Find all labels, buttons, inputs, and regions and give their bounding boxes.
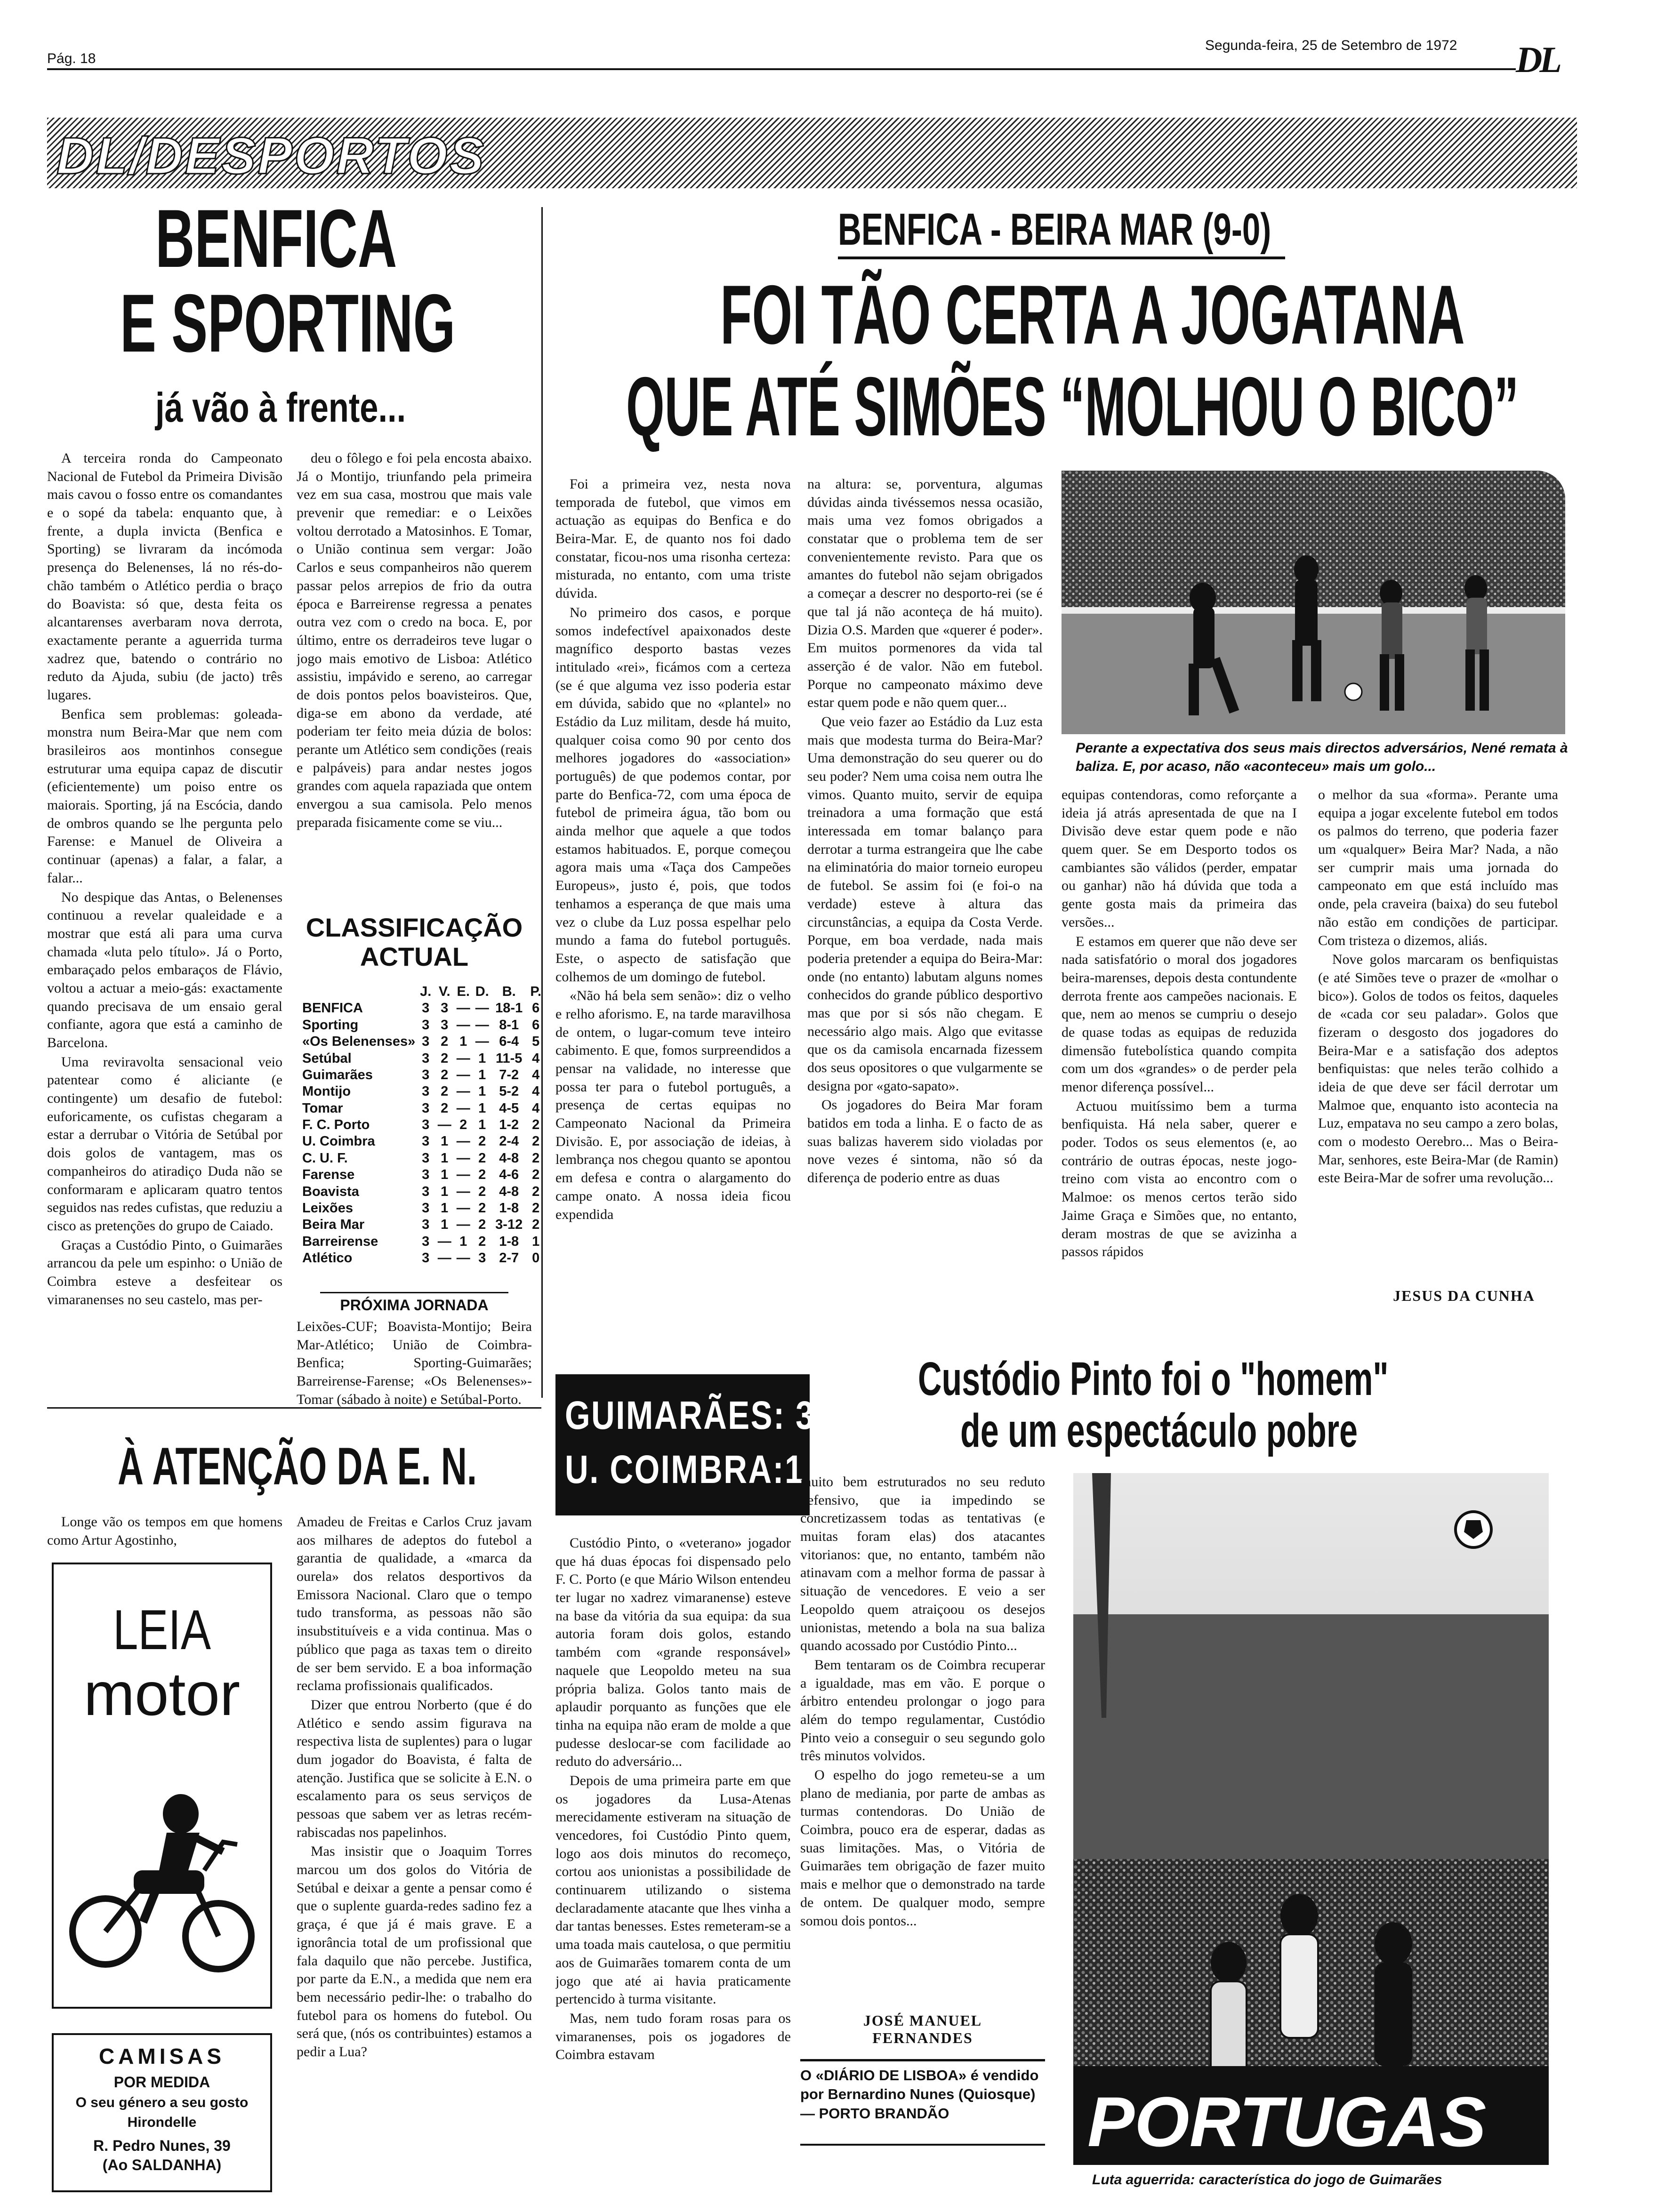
guimaraes-photo-caption: Luta aguerrida: característica do jogo de Guimarães: [1092, 2172, 1442, 2188]
stat-d: 1: [478, 1067, 486, 1082]
stat-p: 2: [532, 1134, 540, 1149]
notice-rule-bottom: [800, 2144, 1045, 2146]
col-header: E.: [457, 984, 470, 999]
team-name: Guimarães: [302, 1067, 373, 1082]
stat-b: 4-8: [499, 1184, 519, 1199]
stat-b: 18-1: [495, 1001, 523, 1016]
stat-p: 1: [532, 1234, 540, 1249]
standings-row: [301, 1050, 545, 1067]
stat-p: 4: [532, 1084, 540, 1099]
atencao-col2: [297, 1513, 532, 2200]
col-header: B.: [502, 984, 516, 999]
stat-e: —: [456, 1001, 470, 1016]
main-headline-wrap1: [720, 268, 1657, 361]
standings-title-line2: ACTUAL: [360, 941, 469, 971]
standings-row: [301, 1150, 545, 1167]
newspaper-logo: DL: [1516, 39, 1559, 80]
stat-v: —: [437, 1117, 451, 1132]
col-header: J.: [420, 984, 432, 999]
paragraph: Mas, nem tudo foram rosas para os vimaranenses, pois os jogadores de Coimbra estavam: [555, 2010, 791, 2063]
stat-d: 2: [478, 1184, 486, 1199]
stat-v: 1: [441, 1167, 449, 1183]
standings-row: [301, 1200, 545, 1217]
stat-v: 3: [441, 1001, 449, 1016]
left-headline-wrap: [155, 193, 438, 285]
paragraph: Amadeu de Freitas e Carlos Cruz javam aos milhares de adeptos do futebol a garantia de qualidade, a «marca da ourela» dos relatos desportivos da Emissora Nacional. Claro que o tempo tudo transforma, as pessoas não são insubstituíveis e a vida continua. Mas o público que paga as taxas tem o direito de ser bem servido. E a boa informação reclama profissionais qualificados.: [297, 1514, 532, 1694]
stat-v: 2: [441, 1100, 449, 1116]
atencao-title-wrap: [118, 1437, 541, 1501]
standings-row: [301, 1234, 545, 1250]
stat-d: 1: [478, 1050, 486, 1066]
stat-p: 4: [532, 1067, 540, 1082]
paragraph: Bem tentaram os de Coimbra recuperar a igualdade, mas em vão. E porque o árbitro entendeu prolongar o jogo para além do tempo regulamentar, Custódio Pinto veio a conseguir o seu segundo golo três minutos volvidos.: [800, 1657, 1045, 1764]
stat-j: 3: [422, 1184, 430, 1199]
team-name: «Os Belenenses»: [302, 1034, 416, 1050]
paragraph: O espelho do jogo remeteu-se a um plano de mediania, por parte de ambas as turmas contendoras. Do União de Coimbra, pouco era de esperar, dadas as suas limitações. Mas, o Vitória de Guimarães tem obrigação de fazer muito mais e melhor que o demonstrado na tarde de ontem. De qualquer modo, sempre somou dois pontos...: [800, 1767, 1045, 1929]
stat-j: 3: [422, 1034, 430, 1050]
paragraph: na altura: se, porventura, algumas dúvidas ainda tivéssemos nessa ocasião, mais uma vez fomos obrigados a constatar que o problema tem de ser convenientemente revisto. Para que os amantes do futebol não sejam obrigados a começar a descrer no desporto-rei (se é que tal já não aconteça de há muito). Dizia O.S. Marden que «querer é poder». Em muitos pormenores da vida tal asserção é de valor. Não em futebol. Porque no campeonato máximo deve estar quem pode e não quem quer...: [807, 476, 1043, 711]
paragraph: No despique das Antas, o Belenenses continuou a revelar qualeidade e a mostrar que está ali para uma curva chamada «luta pelo título». Já o Porto, embaraçado pelos embaraços de Flávio, voltou a actuar a meio-gás: exactamente quando precisava de um ensaio geral confiante, agora que está a caminho de Barcelona.: [47, 889, 282, 1050]
stat-b: 2-4: [499, 1134, 519, 1149]
col-header: P.: [530, 984, 542, 999]
stat-e: —: [456, 1200, 470, 1216]
atencao-col1: Longe vão os tempos em que homens como Artur Agostinho,: [47, 1514, 282, 1548]
motorcycle-icon: [63, 1762, 261, 1979]
stat-e: 1: [459, 1034, 467, 1050]
paragraph: No primeiro dos casos, e porque somos indefectível apaixonados deste magnífico desporto bastas vezes intitulado «rei», ficámos com a certeza (se é que alguma vez isso poderia estar em dúvida, sabido que no «plantel» no Estádio da Luz militam, desde há muito, qualquer coisa como 90 por cento dos melhores jogadores do «association» português) de que podemos contar, por parte do Benfica-72, com uma época de futebol de primeira água, tão bom ou ainda melhor que aquele a que todos estamos habituados. E, porque começou agora mais uma «Taça dos Campeões Europeus», justo é, pois, que todos tenhamos a esperança de que mais uma vez o clube da Luz possa espelhar pelo mundo a fama do futebol português. Este, o aspecto de satisfação que colhemos de um domingo de futebol.: [555, 604, 791, 985]
team-name: Barreirense: [302, 1234, 378, 1249]
stat-b: 1-2: [499, 1117, 519, 1132]
paragraph: o melhor da sua «forma». Perante uma equipa a jogar excelente futebol em todos os palmos do terreno, que poderia fazer um «qualquer» Beira Mar? Nada, a não ser cumprir mais uma jornada do campeonato em que está incluído mas onde, pela craveira (baixa) do seu futebol não estão em condições de participar. Com tristeza o dizemos, aliás.: [1318, 787, 1558, 948]
stat-v: 1: [441, 1184, 449, 1199]
gui-headline-wrap1: [918, 1355, 1577, 1407]
score-line1: GUIMARÃES: 3: [565, 1393, 815, 1437]
section-banner: [47, 118, 1577, 188]
ad-motor-line2: motor: [83, 1659, 241, 1728]
stat-e: 2: [459, 1117, 467, 1132]
ad-motor[interactable]: [52, 1563, 272, 2009]
stat-j: 3: [422, 1167, 430, 1183]
stat-e: —: [456, 1100, 470, 1116]
paragraph: Mas insistir que o Joaquim Torres marcou um dos golos do Vitória de Setúbal e deixar a gente a pensar como é que o suplente guarda-redes sadino fez a graça, é que já é mais grave. E a ignorância total de um profissional que fala daquilo que não percebe. Justifica, por parte da E.N., a medida que nem era bem necessário pedir-lhe: o trabalho do futebol para os homens do futebol. Ou será que, (nós os contribuintes) estamos a pedir a Lua?: [297, 1843, 532, 2060]
gui-headline-line2: de um espectáculo pobre: [960, 1404, 1358, 1457]
left-story-col1: [47, 449, 282, 1405]
stat-b: 6-4: [499, 1034, 519, 1050]
stat-d: 2: [478, 1217, 486, 1233]
stat-j: 3: [422, 1200, 430, 1216]
main-kicker-wrap: [838, 204, 1450, 255]
issue-date: Segunda-feira, 25 de Setembro de 1972: [1205, 38, 1457, 53]
ad-camisas-line4: R. Pedro Nunes, 39: [93, 2137, 231, 2154]
stat-p: 2: [532, 1184, 540, 1199]
main-headline-wrap2: [626, 360, 1657, 453]
ad-camisas-line5: (Ao SALDANHA): [102, 2156, 222, 2173]
standings-row: [301, 1017, 545, 1034]
paragraph: Nove golos marcaram os benfiquistas (e até Simões teve o prazer de «molhar o bico»). Golos de todos os feitos, daqueles de «cada cor seu paladar». Golos que fizeram o desgosto dos jogadores do Beira-Mar e a satisfação dos adeptos benfiquistas: que neles terão colhido a ideia de que deve ser fácil derrotar um Malmoe que, enquanto isto acontecia na Luz, empatava no seu campo a zero bolas, com o modesto Oerebro... Mas o Beira-Mar, senhores, este Beira-Mar (de Ramin) este Beira-Mar de sofrer uma revolução...: [1318, 952, 1558, 1186]
paragraph: Dizer que entrou Norberto (que é do Atlético e sendo assim figurava na respectiva lista de suplentes) para o lugar dum jogador do Boavista, é falta de atenção. Justifica que se solicite à E.N. o escalamento para os seus serviços de pessoas que sabem ver as letras recém-rabiscadas nos papelinhos.: [297, 1697, 532, 1840]
team-name: Beira Mar: [302, 1217, 365, 1233]
stat-e: —: [456, 1167, 470, 1183]
stat-d: 2: [478, 1134, 486, 1149]
stat-j: 3: [422, 1117, 430, 1132]
stat-j: 3: [422, 1100, 430, 1116]
paragraph: Depois de uma primeira parte em que os jogadores da Lusa-Atenas merecidamente estiveram na situação de vencedores, foi Custódio Pinto quem, logo aos dois minutos do recomeço, cortou aos unionistas a possibilidade de continuarem utilizando o sistema declaradamente atacante que lhes vinha a dar tantas benesses. Estes remeteram-se a uma toada mais cautelosa, o que permitiu aos de Guimarães tomarem conta de um jogo que até ai havia praticamente pertencido à turma visitante.: [555, 1772, 791, 2007]
stat-p: 2: [532, 1150, 540, 1166]
stat-b: 4-5: [499, 1100, 519, 1116]
distribution-notice: O «DIÁRIO DE LISBOA» é vendido por Bernardino Nunes (Quiosque) — PORTO BRANDÃO: [800, 2067, 1039, 2122]
team-name: Atlético: [302, 1250, 353, 1266]
col-header: V.: [438, 984, 450, 999]
section-banner-title: DL/DESPORTOS: [56, 127, 486, 185]
page-number: Pág. 18: [47, 51, 96, 66]
stat-j: 3: [422, 1134, 430, 1149]
standings-title: [297, 913, 532, 971]
team-name: Tomar: [302, 1100, 343, 1116]
paragraph: muito bem estruturados no seu reduto defensivo, que ia impedindo se concretizassem todas as tentativas (e muitas foram elas) dos atacantes vitorianos: que, no entanto, também não atinavam com a melhor forma de passar à situação de vencedores. E veio a ser Leopoldo quem atraiçoou os desejos unionistas, metendo a bola na sua baliza quando acossado por Custódio Pinto...: [800, 1474, 1045, 1654]
gui-story-col2: [800, 1473, 1045, 1981]
photo-banner-text: PORTUGAS: [1087, 2082, 1487, 2161]
left-headline-wrap2: [120, 278, 456, 369]
kicker-underline: [838, 256, 1285, 259]
paragraph: Graças a Custódio Pinto, o Guimarães arrancou da pele um espinho: o União de Coimbra esteve a desfeitear os vimaranenses no seu castelo, mas per-: [47, 1237, 282, 1307]
stat-v: 2: [441, 1084, 449, 1099]
stat-e: —: [456, 1084, 470, 1099]
stat-j: 3: [422, 1234, 430, 1249]
stat-b: 1-8: [499, 1234, 519, 1249]
stat-p: 4: [532, 1050, 540, 1066]
stat-v: 1: [441, 1134, 449, 1149]
stat-e: —: [456, 1184, 470, 1199]
stat-j: 3: [422, 1067, 430, 1082]
stat-e: —: [456, 1017, 470, 1033]
score-box: [555, 1374, 815, 1515]
stat-p: 5: [532, 1034, 540, 1050]
next-round-text: Leixões-CUF; Boavista-Montijo; Beira Mar-Atlético; União de Coimbra-Benfica; Sporting-Guimarães; Barreirense-Farense; «Os Belenenses»-Tomar (sábado à noite) e Setúbal-Porto.: [297, 1319, 532, 1407]
stat-v: 2: [441, 1034, 449, 1050]
stat-d: —: [475, 1034, 489, 1050]
stat-d: —: [475, 1001, 489, 1016]
stat-p: 4: [532, 1100, 540, 1116]
main-kicker: BENFICA - BEIRA MAR (9-0): [838, 204, 1271, 255]
col-header: D.: [475, 984, 489, 999]
paragraph: deu o fôlego e foi pela encosta abaixo. Já o Montijo, triunfando pela primeira vez em sua casa, mostrou que mais vale prevenir que remediar: e o Leixões voltou derrotado a Matosinhos. E Tomar, o União continua sem vergar: João Carlos e seus companheiros não querem passar pelos arrepios de frio da outra época e Barreirense regressa a penates outra vez com o credo na boca. E, por último, entre os derradeiros teve lugar o jogo mais emotivo de Lisboa: Atlético assistiu, impávido e sereno, ao carregar de dois pontos pelos boavisteiros. Que, diga-se em abono da verdade, até poderiam ter feito meia dúzia de bolos: perante um Atlético sem condições (reais e palpáveis) para andar nestes jogos grandes com aquela rapaziada que ontem envergou a sua camisola. Pelo menos preparada fisicamente come se viu...: [297, 450, 532, 830]
paragraph: Os jogadores do Beira Mar foram batidos em toda a linha. E o facto de as suas balizas haverem sido violadas por nove vezes é sintoma, não só da diferença de poderio entre as duas: [807, 1097, 1043, 1186]
stat-b: 1-8: [499, 1200, 519, 1216]
team-name: Leixões: [302, 1200, 353, 1216]
team-name: Farense: [302, 1167, 355, 1183]
stat-d: 1: [478, 1117, 486, 1132]
lower-section-rule: [47, 1407, 541, 1409]
main-story-col3: [1062, 786, 1297, 1313]
standings-row: [301, 1133, 545, 1150]
ad-camisas-title: CAMISAS: [98, 2044, 225, 2068]
left-headline-line2: E SPORTING: [120, 278, 456, 369]
standings-title-line1: CLASSIFICAÇÃO: [306, 913, 523, 942]
gui-story-col1: [555, 1534, 791, 2207]
stat-v: —: [437, 1250, 451, 1266]
stat-j: 3: [422, 1001, 430, 1016]
main-headline-line2: QUE ATÉ SIMÕES “MOLHOU O BICO”: [626, 360, 1519, 453]
stat-e: —: [456, 1250, 470, 1266]
score-line1-wrap: [565, 1395, 847, 1443]
stat-j: 3: [422, 1217, 430, 1233]
standings-row: [301, 1250, 545, 1266]
stat-b: 2-7: [499, 1250, 519, 1266]
standings-table: [301, 984, 545, 1266]
gui-byline: [800, 2012, 1045, 2047]
team-name: Montijo: [302, 1084, 351, 1099]
stat-e: —: [456, 1217, 470, 1233]
gui-byline-line1: JOSÉ MANUEL: [863, 2012, 982, 2029]
paragraph: Foi a primeira vez, nesta nova temporada de futebol, que vimos em actuação as equipas do Benfica e do Beira-Mar. E, de quanto nos foi dado constatar, ficou-nos uma risonha certeza: misturada, no entanto, com uma triste dúvida.: [555, 476, 791, 601]
paragraph: E estamos em querer que não deve ser nada satisfatório o moral dos jogadores beira-marenses, depois desta contundente derrota frente aos campeões nacionais. E que, nem ao menos se cumpriu o desejo de quase todas as equipas de reduzida dimensão futebolística quando compita com um dos «grandes» o de perder pela menor diferença possível...: [1062, 933, 1297, 1095]
stat-e: —: [456, 1134, 470, 1149]
ad-camisas[interactable]: [52, 2033, 272, 2192]
standings-row: [301, 1000, 545, 1017]
stat-p: 6: [532, 1017, 540, 1033]
match-photo-guimaraes: [1073, 1473, 1549, 2165]
standings-row: [301, 1083, 545, 1100]
stat-j: 3: [422, 1150, 430, 1166]
stat-d: 2: [478, 1200, 486, 1216]
stat-v: 2: [441, 1067, 449, 1082]
stat-d: 2: [478, 1234, 486, 1249]
team-name: Setúbal: [302, 1050, 352, 1066]
main-story-col2: [807, 475, 1043, 1313]
stat-p: 6: [532, 1001, 540, 1016]
stat-d: —: [475, 1017, 489, 1033]
stat-d: 2: [478, 1150, 486, 1166]
gui-headline-wrap2: [960, 1404, 1572, 1459]
main-story-col4: [1318, 786, 1558, 1280]
main-headline-line1: FOI TÃO CERTA A JOGATANA: [720, 268, 1465, 361]
notice-rule-top: [800, 2059, 1045, 2061]
stat-v: 1: [441, 1150, 449, 1166]
main-story-col1: [555, 475, 791, 1313]
team-name: C. U. F.: [302, 1150, 348, 1166]
team-name: Sporting: [302, 1017, 359, 1033]
stat-e: —: [456, 1150, 470, 1166]
standings-row: [301, 1167, 545, 1183]
stat-v: 3: [441, 1017, 449, 1033]
stat-p: 2: [532, 1117, 540, 1132]
stat-b: 4-8: [499, 1150, 519, 1166]
stat-d: 3: [478, 1250, 486, 1266]
stat-e: —: [456, 1050, 470, 1066]
paragraph: equipas contendoras, como reforçante a ideia já atrás apresentada de que na I Divisão deve estar quem pode e não quem quer. Se em Desporto todos os cambiantes são válidos (perder, empatar ou ganhar) não há dúvida que toda a gente gosta mais da primeira das versões...: [1062, 787, 1297, 930]
team-name: F. C. Porto: [302, 1117, 370, 1132]
header-rule: [47, 68, 1516, 70]
stat-j: 3: [422, 1017, 430, 1033]
standings-row: [301, 1217, 545, 1233]
stat-b: 7-2: [499, 1067, 519, 1082]
ad-motor-line1: LEIA: [113, 1598, 211, 1661]
stat-v: —: [437, 1234, 451, 1249]
paragraph: Benfica sem problemas: goleada-monstra num Beira-Mar que nem com brasileiros aos montinhos consegue estruturar uma equipa capaz de discutir (eficientemente) um poiso entre os maiorais. Sporting, já na Escócia, dando de ombros quando se lhe pergunta pelo Farense: e Manuel de Oliveira a continuar (apenas) a falar, a falar, a falar...: [47, 706, 282, 886]
standings-row: [301, 1100, 545, 1117]
stat-d: 1: [478, 1100, 486, 1116]
paragraph: Custódio Pinto, o «veterano» jogador que há duas épocas foi dispensado pelo F. C. Porto (e que Mário Wilson entendeu ter lugar no xadrez vimaranense) esteve na base da vitória da sua equipa: da sua autoria foram dois golos, estando também com «grande responsável» naquele que Leopoldo meteu na sua própria baliza. Golos tanto mais de aplaudir porquanto as funções que ele tinha na equipa não eram de molde a que pudesse deslocar-se com facilidade ao reduto do adversário...: [555, 1535, 791, 1770]
standings-row: [301, 1067, 545, 1083]
standings-rule: [320, 1292, 508, 1293]
team-name: Boavista: [302, 1184, 359, 1199]
stat-v: 1: [441, 1200, 449, 1216]
standings-row: [301, 1034, 545, 1050]
paragraph: A terceira ronda do Campeonato Nacional de Futebol da Primeira Divisão mais cavou o fosso entre os comandantes e o sopé da tabela: enquanto que, à frente, a dupla invicta (Benfica e Sporting) se livraram da incómoda presença do Belenenses, lá no rés-do-chão também o Atlético perdia o braço do Boavista: só que, desta feita os alcantarenses averbaram nova derrota, exactamente perante a aguerrida turma xadrez que, batendo o contrário no reduto da Ajuda, subiu (de jacto) três lugares.: [47, 450, 282, 703]
paragraph: «Não há bela sem senão»: diz o velho e relho aforismo. E, na tarde maravilhosa de ontem, o lugar-comum teve inteiro cabimento. E que, fomos surpreendidos a pensar na validade, no interesse que possa ter para o futebol português, a presença de certas equipas no Campeonato Nacional da Primeira Divisão. E, por associação de ideias, à lembrança nos chegou quanto se apontou em defesa e contra o alargamento do campe onato. A nossa ideia ficou expendida: [555, 988, 791, 1222]
paragraph: Que veio fazer ao Estádio da Luz esta mais que modesta turma do Beira-Mar? Uma demonstração do seu querer ou do seu poder? Nem uma coisa nem outra lhe vimos. Quanto muito, servir de equipa treinadora a uma formação que está interessada em tomar balanço para derrotar a turma estrangeira que lhe cabe na eliminatória do maior torneio europeu de futebol. Se assim foi (e foi-o na verdade) esteve à altura das circunstâncias, a equipa da Costa Verde. Porque, em boa verdade, nada mais poderia pretender a equipa do Beira-Mar: onde (no entanto) labutam alguns nomes conhecidos do grande público desportivo mas que por si sós não chegam. E necessário algo mais. Algo que evitasse que os da camisola encarnada fizessem dos seus opositores o que vulgarmente se designa por «gato-sapato».: [807, 713, 1043, 1094]
benfica-photo-caption: Perante a expectativa dos seus mais directos adversários, Nené remata à baliza. E, por acaso, não «aconteceu» mais um golo...: [1076, 740, 1568, 774]
stat-p: 0: [532, 1250, 540, 1266]
stat-v: 2: [441, 1050, 449, 1066]
stat-b: 5-2: [499, 1084, 519, 1099]
paragraph: Uma reviravolta sensacional veio patentear como é aliciante (e contingente) um desafio de futebol: euforicamente, os cufistas chegaram a estar a derrubar o Vitória de Setúbal por dois golos de vantagem, mas os companheiros do atiradiço Duda não se conformaram e aplicaram quatro tentos seguidos nas redes cufistas, que reduziu a cisco as pretenções do grupo de Caiado.: [47, 1054, 282, 1234]
atencao-title: À ATENÇÃO DA E. N.: [118, 1437, 477, 1496]
stat-p: 2: [532, 1217, 540, 1233]
gui-byline-line2: FERNANDES: [872, 2029, 973, 2046]
stat-b: 3-12: [495, 1217, 523, 1233]
stat-b: 8-1: [499, 1017, 519, 1033]
left-story-col2: [297, 449, 532, 901]
match-photo-benfica-image: [1062, 471, 1565, 734]
team-name: U. Coimbra: [302, 1134, 375, 1149]
score-line2: U. COIMBRA:1: [565, 1447, 804, 1491]
standings-row: [301, 1117, 545, 1133]
next-round-title: PRÓXIMA JORNADA: [340, 1297, 489, 1314]
stat-j: 3: [422, 1050, 430, 1066]
stat-d: 2: [478, 1167, 486, 1183]
stat-e: —: [456, 1067, 470, 1082]
left-headline-line1: BENFICA: [155, 193, 397, 285]
paragraph: Actuou muitíssimo bem a turma benfiquista. Há nela saber, querer e poder. Todos os seus elementos (e, ao contrário de outras épocas, neste jogo-treino com vista ao encontro com o Malmoe: os menos certos terão sido Jaime Graça e Simões que, no entanto, deram mostras de que se avizinha a passos rápidos: [1062, 1098, 1297, 1260]
stat-j: 3: [422, 1250, 430, 1266]
team-name: BENFICA: [302, 1001, 363, 1016]
match-photo-guimaraes-image: [1073, 1473, 1549, 2165]
stat-p: 2: [532, 1200, 540, 1216]
stat-b: 11-5: [495, 1050, 523, 1066]
stat-j: 3: [422, 1084, 430, 1099]
match-photo-benfica: [1062, 471, 1565, 734]
stat-p: 2: [532, 1167, 540, 1183]
ad-camisas-line1: POR MEDIDA: [113, 2074, 210, 2091]
main-story-byline: JESUS DA CUNHA: [1393, 1287, 1535, 1304]
stat-e: 1: [459, 1234, 467, 1249]
standings-header-row: [301, 984, 545, 1000]
stat-d: 1: [478, 1084, 486, 1099]
gui-headline-line1: Custódio Pinto foi o "homem": [918, 1353, 1389, 1405]
stat-v: 1: [441, 1217, 449, 1233]
left-subheadline: já vão à frente...: [155, 384, 406, 431]
ad-camisas-line3: Hirondelle: [127, 2115, 197, 2130]
ad-camisas-line2: O seu género a seu gosto: [75, 2095, 249, 2110]
standings-row: [301, 1184, 545, 1200]
stat-b: 4-6: [499, 1167, 519, 1183]
